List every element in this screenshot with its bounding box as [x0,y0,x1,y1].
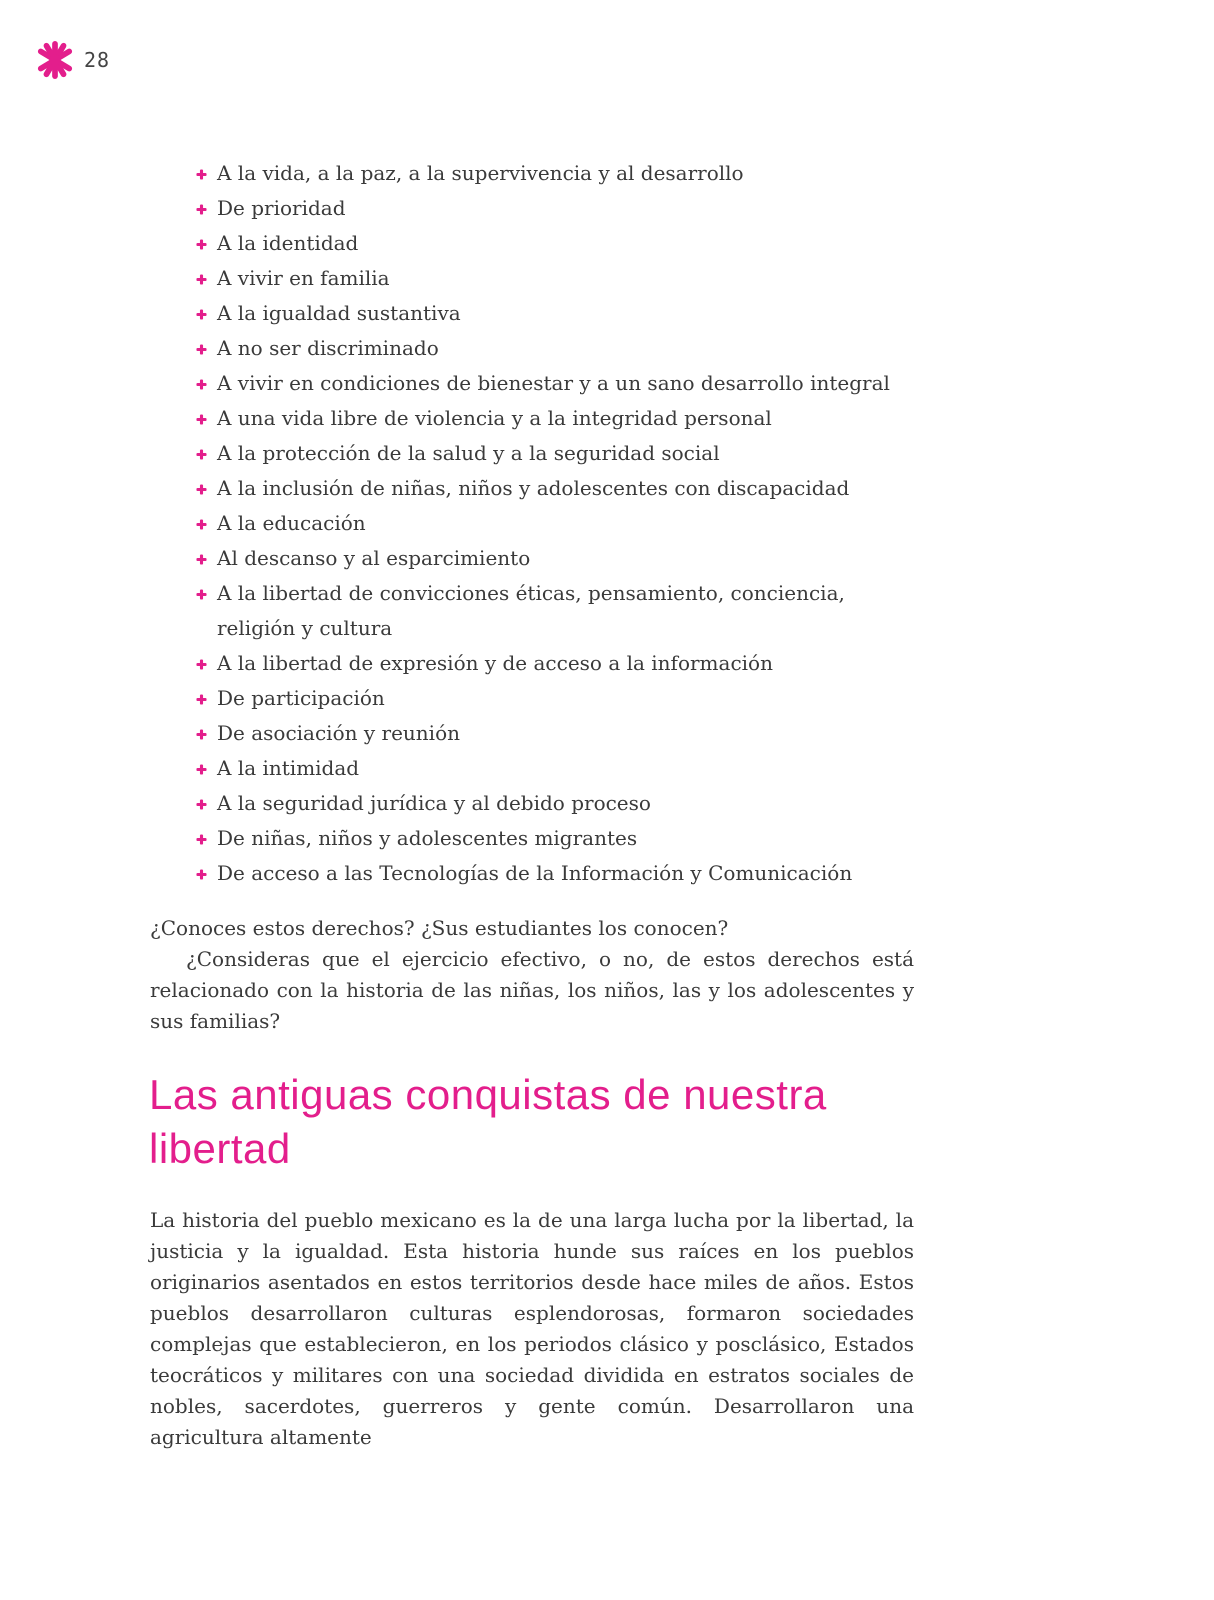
list-item [196,156,916,191]
body-paragraph: La historia del pueblo mexicano es la de una larga lucha por la libertad, la justicia y la igualdad. Esta historia hunde sus raíces en los pueblos originarios asentados en estos territorios desde hace miles de años. Estos pueblos desarrollaron culturas esplendorosas, formaron sociedades complejas que establecieron, en los periodos clásico y posclásico, Estados teocráticos y militares con una sociedad dividida en estratos sociales de nobles, sacerdotes, guerreros y gente común. Desarrollaron una agricultura altamente [150,1208,914,1449]
list-item [196,856,916,891]
list-item [196,716,916,751]
plus-bullet-icon [196,519,207,530]
plus-bullet-icon [196,799,207,810]
plus-bullet-icon [196,589,207,600]
list-item [196,296,916,331]
plus-bullet-icon [196,309,207,320]
plus-bullet-icon [196,449,207,460]
list-item-text: De prioridad [217,196,346,220]
rights-list [196,156,916,891]
plus-bullet-icon [196,659,207,670]
plus-bullet-icon [196,834,207,845]
list-item-text: A la educación [217,511,366,535]
plus-bullet-icon [196,554,207,565]
list-item [196,366,916,401]
questions-block [150,913,914,1037]
list-item-text: A la identidad [217,231,359,255]
list-item-text: A una vida libre de violencia y a la integridad personal [217,406,772,430]
plus-bullet-icon [196,694,207,705]
list-item-text: A vivir en familia [217,266,390,290]
list-item [196,436,916,471]
list-item-text: De acceso a las Tecnologías de la Información y Comunicación [217,861,853,885]
list-item [196,576,916,646]
list-item [196,646,916,681]
plus-bullet-icon [196,869,207,880]
list-item-text: A la libertad de convicciones éticas, pensamiento, conciencia, religión y cultura [217,581,845,640]
list-item [196,261,916,296]
list-item [196,471,916,506]
list-item [196,786,916,821]
plus-bullet-icon [196,239,207,250]
plus-bullet-icon [196,169,207,180]
list-item [196,541,916,576]
list-item [196,331,916,366]
section-title: Las antiguas conquistas de nuestra libertad [149,1071,827,1172]
question-paragraph: ¿Consideras que el ejercicio efectivo, o no, de estos derechos está relacionado con la historia de las niñas, los niños, las y los adolescentes y sus familias? [150,947,914,1033]
list-item-text: A vivir en condiciones de bienestar y a un sano desarrollo integral [217,371,890,395]
list-item [196,506,916,541]
list-item-text: A la igualdad sustantiva [217,301,461,325]
list-item-text: A la libertad de expresión y de acceso a la información [217,651,773,675]
plus-bullet-icon [196,484,207,495]
list-item [196,821,916,856]
list-item-text: A la protección de la salud y a la seguridad social [217,441,720,465]
list-item-text: Al descanso y al esparcimiento [217,546,531,570]
question-line: ¿Conoces estos derechos? ¿Sus estudiantes los conocen? [150,916,729,940]
list-item [196,191,916,226]
list-item [196,681,916,716]
plus-bullet-icon [196,344,207,355]
plus-bullet-icon [196,764,207,775]
list-item-text: A la seguridad jurídica y al debido proceso [217,791,651,815]
list-item-text: A la vida, a la paz, a la supervivencia y al desarrollo [217,161,744,185]
plus-bullet-icon [196,729,207,740]
plus-bullet-icon [196,204,207,215]
plus-bullet-icon [196,414,207,425]
list-item-text: De participación [217,686,385,710]
list-item [196,751,916,786]
plus-bullet-icon [196,379,207,390]
list-item-text: A la intimidad [217,756,360,780]
list-item [196,226,916,261]
plus-bullet-icon [196,274,207,285]
list-item-text: De niñas, niños y adolescentes migrantes [217,826,638,850]
list-item-text: De asociación y reunión [217,721,460,745]
list-item-text: A la inclusión de niñas, niños y adolescentes con discapacidad [217,476,850,500]
list-item [196,401,916,436]
page-header [36,40,110,80]
page-number: 28 [84,48,111,72]
asterisk-icon [36,41,74,79]
list-item-text: A no ser discriminado [217,336,439,360]
